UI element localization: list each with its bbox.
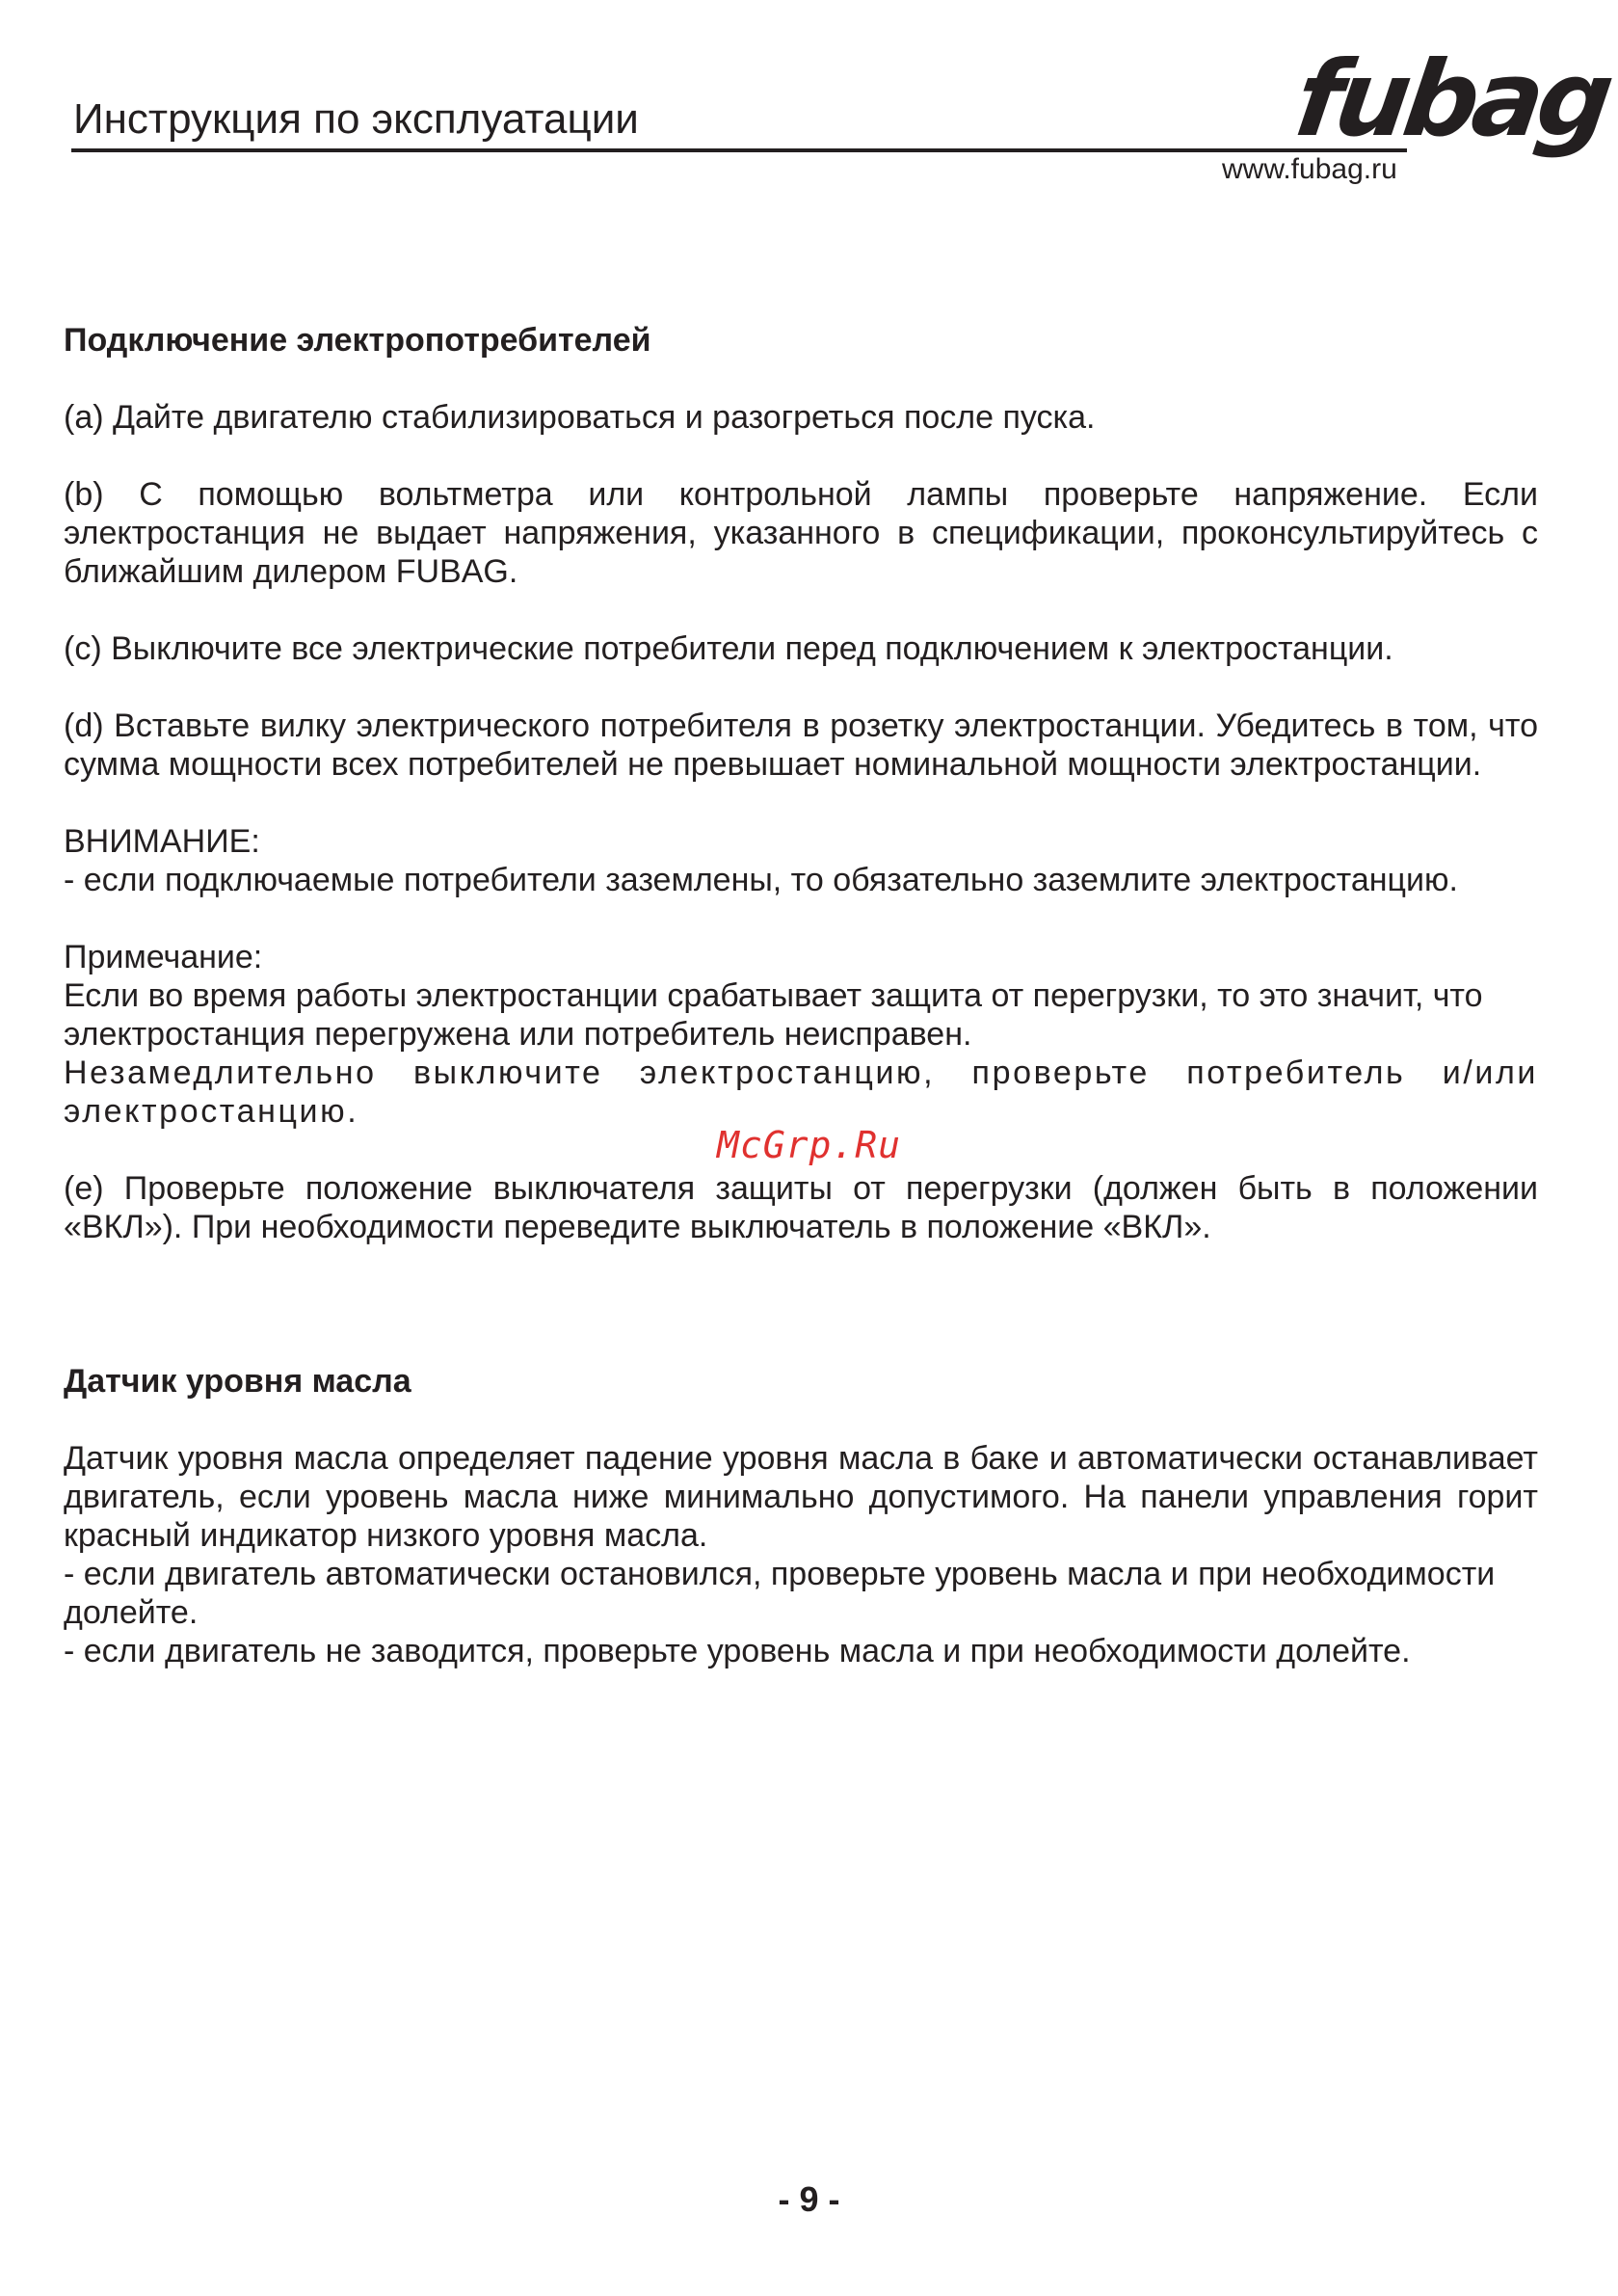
header-divider <box>71 148 1407 152</box>
fubag-logo-text: fubag <box>1288 38 1616 160</box>
note-text-1: Если во время работы электростанции срабатывает защита от перегрузки, то это значит, что электростанция перегружена или потребитель неисправен. <box>64 977 1483 1053</box>
oil-sensor-bullet-2: - если двигатель не заводится, проверьте уровень масла и при необходимости долейте. <box>64 1633 1411 1669</box>
paragraph-item-d: (d) Вставьте вилку электрического потребителя в розетку электростанции. Убедитесь в том, что сумма мощности всех потребителей не превышает номинальной мощности электростанции. <box>64 707 1538 783</box>
section-heading-connection: Подключение электропотребителей <box>64 322 651 359</box>
fubag-logo <box>1288 38 1616 168</box>
note-text-2: Незамедлительно выключите электростанцию, проверьте потребитель и/или электростанцию. <box>64 1055 1538 1130</box>
paragraph-item-e: (e) Проверьте положение выключателя защиты от перегрузки (должен быть в положении «ВКЛ»). При необходимости переведите выключатель в положение «ВКЛ». <box>64 1170 1538 1245</box>
section-heading-oil-sensor: Датчик уровня масла <box>64 1363 411 1400</box>
main-content <box>64 321 1538 1670</box>
oil-sensor-paragraph: Датчик уровня масла определяет падение уровня масла в баке и автоматически останавливает двигатель, если уровень масла ниже минимально допустимого. На панели управления горит красный индикатор низкого уровня масла. <box>64 1440 1538 1554</box>
document-title: Инструкция по эксплуатации <box>73 95 639 143</box>
paragraph-item-b: (b) С помощью вольтметра или контрольной лампы проверьте напряжение. Если электростанция не выдает напряжения, указанного в спецификации, проконсультируйтесь с ближайшим дилером FUBAG. <box>64 476 1538 590</box>
paragraph-item-a: (a) Дайте двигателю стабилизироваться и разогреться после пуска. <box>64 399 1096 436</box>
warning-label: ВНИМАНИЕ: <box>64 823 260 860</box>
warning-text: - если подключаемые потребители заземлены, то обязательно заземлите электростанцию. <box>64 862 1458 898</box>
watermark: McGrp.Ru <box>717 1124 902 1166</box>
oil-sensor-bullet-1: - если двигатель автоматически остановился, проверьте уровень масла и при необходимости долейте. <box>64 1556 1496 1631</box>
note-label: Примечание: <box>64 939 263 975</box>
page-number: - 9 - <box>778 2179 840 2219</box>
paragraph-item-c: (c) Выключите все электрические потребители перед подключением к электростанции. <box>64 630 1393 667</box>
header-url: www.fubag.ru <box>1222 153 1397 185</box>
